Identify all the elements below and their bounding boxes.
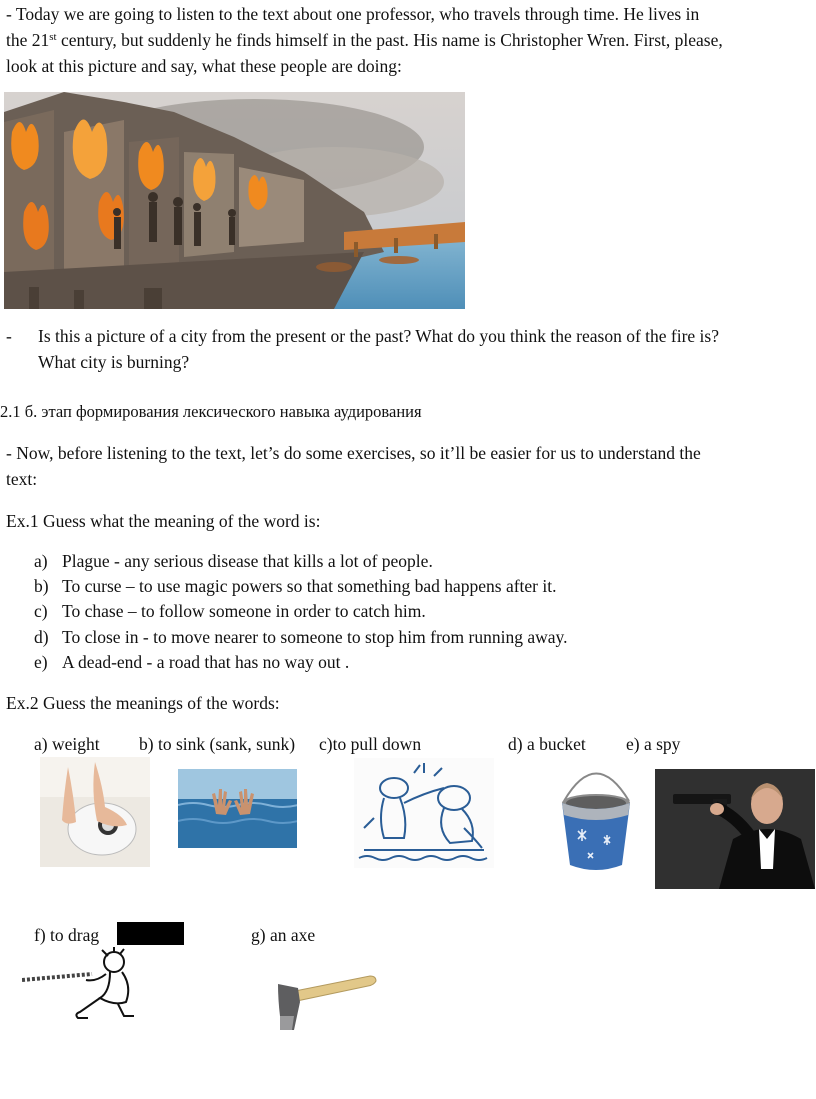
questions-line-2: What city is burning? — [38, 352, 190, 372]
ex2-word-g: g) an axe — [251, 925, 316, 945]
bucket-image — [554, 761, 639, 875]
ex1-item-e: e) A dead-end - a road that has no way out . — [34, 652, 350, 672]
intro-line-2-sup: st — [49, 31, 57, 43]
drag-rope-cartoon-image — [22, 946, 137, 1021]
ex1-title: Ex.1 Guess what the meaning of the word is: — [6, 511, 321, 531]
ex2-word-e: e) a spy — [626, 734, 681, 754]
ex2-word-c: c)to pull down — [319, 734, 422, 754]
questions-bullet: - — [6, 326, 12, 346]
ex2-word-a: a) weight — [34, 734, 100, 754]
ex2-word-f: f) to drag — [34, 925, 100, 945]
sinking-hands-image — [178, 769, 297, 848]
intro-line-3: look at this picture and say, what these people are doing: — [6, 56, 402, 76]
ex1-item-c: c) To chase – to follow someone in order to catch him. — [34, 601, 426, 621]
intro-line-1: - Today we are going to listen to the text about one professor, who travels through time. He lives in — [6, 4, 700, 24]
prelistening-line-1: - Now, before listening to the text, let’s do some exercises, so it’ll be easier for us to understand the — [6, 443, 701, 463]
pull-down-cartoon-image — [354, 758, 494, 868]
spy-image — [655, 769, 815, 889]
intro-line-2 — [6, 27, 723, 53]
intro-line-2-post: century, but suddenly he finds himself in the past. His name is Christopher Wren. First, please, — [56, 30, 723, 50]
ex2-word-b: b) to sink (sank, sunk) — [139, 734, 296, 754]
ex1-item-d: d) To close in - to move nearer to someone to stop him from running away. — [34, 627, 568, 647]
ex2-word-d: d) a bucket — [508, 734, 586, 754]
intro-line-2-pre: the 21 — [6, 30, 50, 50]
redaction-box — [117, 922, 184, 945]
great-fire-picture — [4, 92, 465, 309]
stage-heading: 2.1 б. этап формирования лексического навыка аудирования — [0, 402, 422, 421]
prelistening-line-2: text: — [6, 469, 38, 489]
questions-line-1: Is this a picture of a city from the present or the past? What do you think the reason of the fire is? — [38, 326, 719, 346]
axe-image — [270, 972, 378, 1034]
ex2-title: Ex.2 Guess the meanings of the words: — [6, 693, 280, 713]
weight-scale-image — [40, 757, 150, 867]
ex1-item-b: b) To curse – to use magic powers so that something bad happens after it. — [34, 576, 557, 596]
ex1-item-a: a) Plague - any serious disease that kills a lot of people. — [34, 551, 433, 571]
